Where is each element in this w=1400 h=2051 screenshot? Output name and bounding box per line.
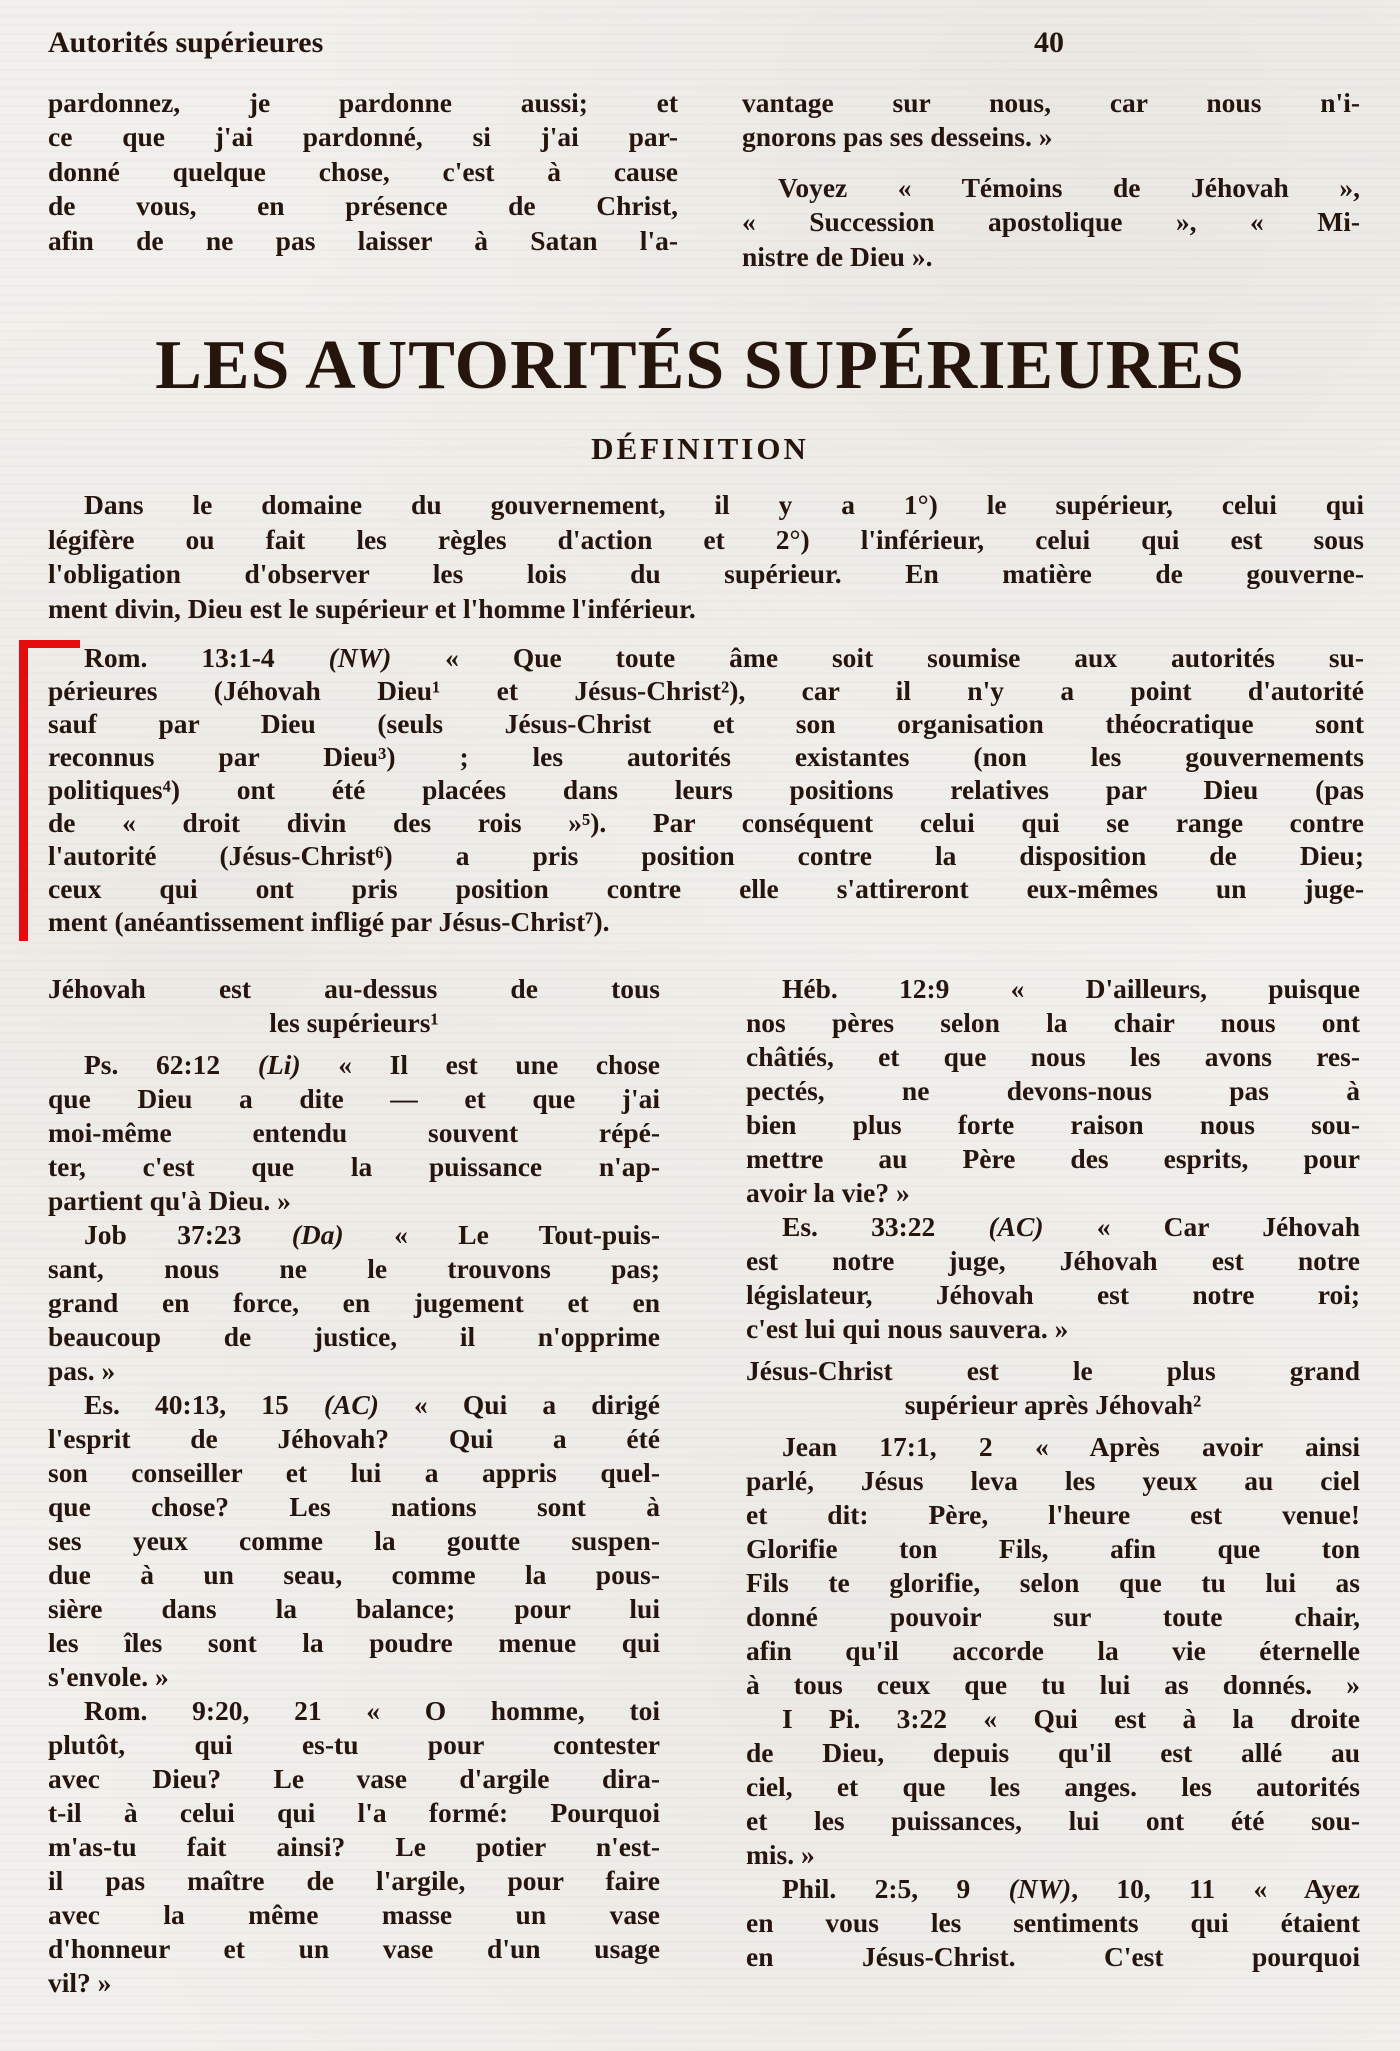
top-continuation-section: [48, 86, 1360, 274]
continuation-paragraph-right: [742, 86, 1360, 155]
text-line: d'honneur et un vase d'un usage: [48, 1933, 660, 1964]
text-line: Es. 40:13, 15 (AC) « Qui a dirigé: [84, 1389, 660, 1420]
text-line: de « droit divin des rois »⁵). Par conséquent celui qui se range contre: [48, 807, 1364, 838]
text-line: ses yeux comme la goutte suspen-: [48, 1525, 660, 1556]
text-line: pardonnez, je pardonne aussi; et: [48, 87, 678, 118]
text-line: ceux qui ont pris position contre elle s'attireront eux-mêmes un juge-: [48, 873, 1364, 904]
text-line: sant, nous ne le trouvons pas;: [48, 1253, 660, 1284]
text-line: et dit: Père, l'heure est venue!: [746, 1499, 1360, 1530]
definition-section: [48, 488, 1364, 938]
lower-right-column: [746, 972, 1360, 2000]
text-line: et les puissances, lui ont été sou-: [746, 1805, 1360, 1836]
definition-paragraph: [48, 488, 1364, 626]
text-line: Héb. 12:9 « D'ailleurs, puisque: [782, 973, 1360, 1004]
text-line: Dans le domaine du gouvernement, il y a 1°) le supérieur, celui qui: [84, 489, 1364, 520]
text-line: donné quelque chose, c'est à cause: [48, 155, 678, 187]
red-margin-bracket-top-arm: [19, 640, 80, 648]
top-left-column: [48, 86, 678, 274]
lower-left-column: [48, 972, 660, 2000]
text-line: sauf par Dieu (seuls Jésus-Christ et son organisation théocratique sont: [48, 708, 1364, 739]
text-line: que chose? Les nations sont à: [48, 1491, 660, 1522]
text-line: nistre de Dieu ».: [742, 240, 933, 272]
text-line: il pas maître de l'argile, pour faire: [48, 1865, 660, 1896]
cross-reference-paragraph: [742, 171, 1360, 274]
text-line: grand en force, en jugement et en: [48, 1287, 660, 1318]
text-line: avec Dieu? Le vase d'argile dira-: [48, 1763, 660, 1794]
text-line: Rom. 13:1-4 (NW) « Que toute âme soit soumise aux autorités su-: [84, 642, 1364, 673]
text-line: est notre juge, Jéhovah est notre: [746, 1245, 1360, 1276]
es-33-22-quote: [746, 1210, 1360, 1346]
text-line: Voyez « Témoins de Jéhovah »,: [778, 171, 1360, 203]
ps-62-12-quote: [48, 1048, 660, 1218]
phil-2-5-9-quote: [746, 1872, 1360, 1974]
text-line: l'obligation d'observer les lois du supérieur. En matière de gouverne-: [48, 558, 1364, 589]
text-line: périeures (Jéhovah Dieu¹ et Jésus-Christ²), car il n'y a point d'autorité: [48, 675, 1364, 706]
text-line: de Dieu, depuis qu'il est allé au: [746, 1737, 1360, 1768]
text-line: de vous, en présence de Christ,: [48, 190, 678, 222]
text-line: c'est lui qui nous sauvera. »: [746, 1313, 1069, 1344]
text-line: gnorons pas ses desseins. »: [742, 121, 1053, 153]
text-line: législateur, Jéhovah est notre roi;: [746, 1279, 1360, 1310]
text-line: ce que j'ai pardonné, si j'ai par-: [48, 121, 678, 153]
text-line: afin qu'il accorde la vie éternelle: [746, 1635, 1360, 1666]
text-line: Rom. 9:20, 21 « O homme, toi: [84, 1695, 660, 1726]
text-line: ter, c'est que la puissance n'ap-: [48, 1151, 660, 1182]
running-header-title: Autorités supérieures: [48, 26, 324, 59]
text-line: Glorifie ton Fils, afin que ton: [746, 1533, 1360, 1564]
heb-12-9-quote: [746, 972, 1360, 1210]
text-line: avec la même masse un vase: [48, 1899, 660, 1930]
text-line: plutôt, qui es-tu pour contester: [48, 1729, 660, 1760]
scripture-columns-section: [48, 972, 1360, 2000]
text-line: l'autorité (Jésus-Christ⁶) a pris position contre la disposition de Dieu;: [48, 840, 1364, 871]
rom-13-1-4-quote: [48, 641, 1364, 938]
text-line: que Dieu a dite — et que j'ai: [48, 1083, 660, 1114]
text-line: légifère ou fait les règles d'action et 2°) l'inférieur, celui qui est sous: [48, 523, 1364, 555]
continuation-paragraph-left: [48, 86, 678, 258]
text-line: vil? »: [48, 1967, 112, 1998]
heading-jesus-christ-greatest-superior: [746, 1354, 1360, 1422]
text-line: Ps. 62:12 (Li) « Il est une chose: [84, 1049, 660, 1080]
text-line: Phil. 2:5, 9 (NW), 10, 11 « Ayez: [782, 1873, 1361, 1904]
text-line: politiques⁴) ont été placées dans leurs positions relatives par Dieu (pas: [48, 774, 1364, 805]
text-line: pectés, ne devons-nous pas à: [746, 1075, 1360, 1106]
text-line: afin de ne pas laisser à Satan l'a-: [48, 224, 678, 256]
1pi-3-22-quote: [746, 1702, 1360, 1872]
es-40-13-15-quote: [48, 1388, 660, 1694]
text-line: I Pi. 3:22 « Qui est à la droite: [782, 1703, 1360, 1734]
text-line: ment (anéantissement infligé par Jésus-Christ⁷).: [48, 906, 610, 937]
text-line: sière dans la balance; pour lui: [48, 1593, 660, 1624]
text-line: m'as-tu fait ainsi? Le potier n'est-: [48, 1831, 660, 1862]
text-line: Fils te glorifie, selon que tu lui as: [746, 1567, 1360, 1598]
text-line: reconnus par Dieu³) ; les autorités existantes (non les gouvernements: [48, 741, 1364, 772]
text-line: « Succession apostolique », « Mi-: [742, 206, 1360, 238]
text-line: Job 37:23 (Da) « Le Tout-puis-: [84, 1219, 660, 1250]
page-number: 40: [1034, 26, 1064, 59]
text-line: parlé, Jésus leva les yeux au ciel: [746, 1465, 1360, 1496]
text-line: les îles sont la poudre menue qui: [48, 1627, 660, 1658]
text-line: l'esprit de Jéhovah? Qui a été: [48, 1423, 660, 1454]
text-line: nos pères selon la chair nous ont: [746, 1007, 1360, 1038]
text-line: mis. »: [746, 1839, 815, 1870]
text-line: en Jésus-Christ. C'est pourquoi: [746, 1941, 1360, 1972]
text-line: ment divin, Dieu est le supérieur et l'homme l'inférieur.: [48, 592, 696, 624]
text-line: partient qu'à Dieu. »: [48, 1185, 291, 1216]
article-title: LES AUTORITÉS SUPÉRIEURES: [155, 327, 1245, 404]
text-line: mettre au Père des esprits, pour: [746, 1143, 1360, 1174]
text-line: vantage sur nous, car nous n'i-: [742, 87, 1360, 118]
text-line: bien plus forte raison nous sou-: [746, 1109, 1360, 1140]
text-line: Jésus-Christ est le plus grand: [746, 1355, 1360, 1386]
text-line: Jean 17:1, 2 « Après avoir ainsi: [782, 1431, 1360, 1462]
text-line: en vous les sentiments qui étaient: [746, 1907, 1360, 1938]
text-line: à tous ceux que tu lui as donnés. »: [746, 1669, 1360, 1700]
text-line: son conseiller et lui a appris quel-: [48, 1457, 660, 1488]
rom-9-20-21-quote: [48, 1694, 660, 2000]
text-line: s'envole. »: [48, 1661, 169, 1692]
text-line: avoir la vie? »: [746, 1177, 910, 1208]
text-line: due à un seau, comme la pous-: [48, 1559, 660, 1590]
text-line: pas. »: [48, 1355, 116, 1386]
heading-jehovah-above-all-superiors: [48, 972, 660, 1040]
jean-17-1-2-quote: [746, 1430, 1360, 1702]
definition-section-heading: DÉFINITION: [591, 431, 809, 466]
job-37-23-quote: [48, 1218, 660, 1388]
text-line: t-il à celui qui l'a formé: Pourquoi: [48, 1797, 660, 1828]
text-line: les supérieurs¹: [269, 1007, 439, 1038]
text-line: supérieur après Jéhovah²: [904, 1389, 1202, 1420]
text-line: châtiés, et que nous les avons res-: [746, 1041, 1360, 1072]
text-line: beaucoup de justice, il n'opprime: [48, 1321, 660, 1352]
top-right-column: [742, 86, 1360, 274]
text-line: Jéhovah est au-dessus de tous: [48, 973, 660, 1004]
text-line: moi-même entendu souvent répé-: [48, 1117, 660, 1148]
text-line: donné pouvoir sur toute chair,: [746, 1601, 1360, 1632]
text-line: ciel, et que les anges. les autorités: [746, 1771, 1360, 1802]
red-margin-bracket-vertical-line: [19, 640, 28, 941]
text-line: Es. 33:22 (AC) « Car Jéhovah: [782, 1211, 1360, 1242]
